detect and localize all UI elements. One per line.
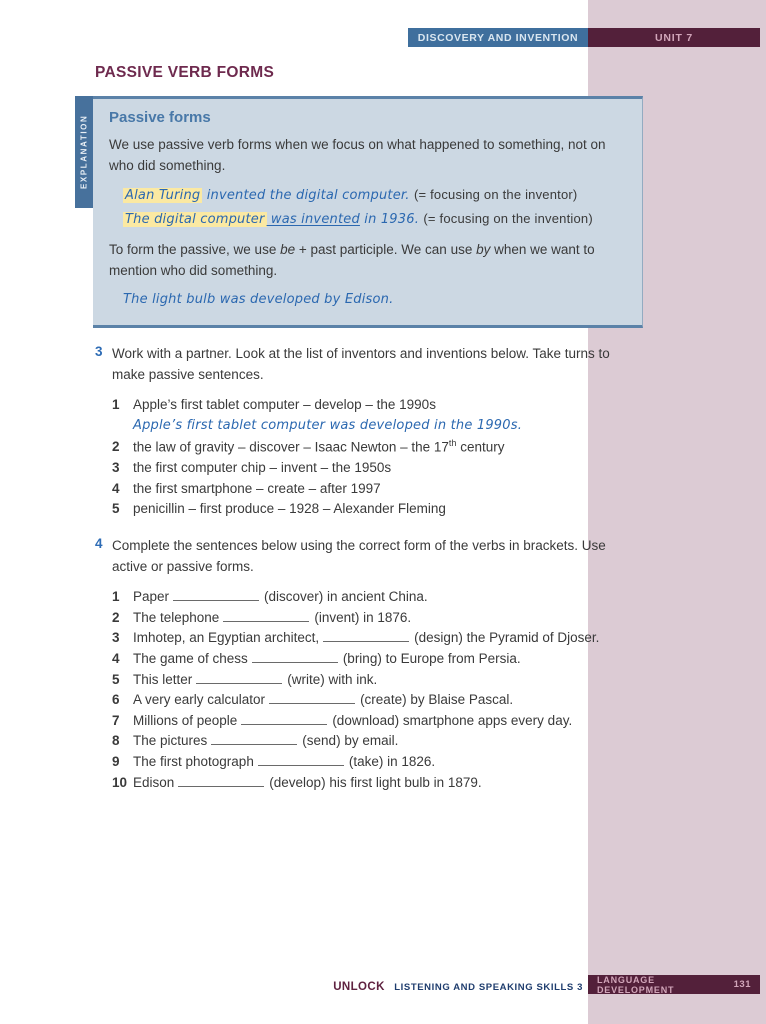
book-branding [333, 977, 583, 995]
example-sentence-2 [123, 209, 628, 231]
fill-in-item: 8 The pictures (send) by email. [112, 733, 399, 749]
fill-in-item: 6 A very early calculator (create) by Blaise Pascal. [112, 692, 514, 708]
explanation-paragraph-2: To form the passive, we use be + past participle. We can use by when we want to mention who did something. [109, 242, 595, 279]
list-item: 3 the first computer chip – invent – the 1950s [112, 460, 392, 476]
page-title: PASSIVE VERB FORMS [95, 64, 275, 81]
example-sentence-3: The light bulb was developed by Edison. [123, 292, 394, 308]
fill-in-item: 7 Millions of people (download) smartphone apps every day. [112, 712, 573, 728]
answer-blank[interactable] [178, 776, 264, 787]
fill-in-item: 1 Paper (discover) in ancient China. [112, 588, 428, 604]
answer-blank[interactable] [258, 755, 344, 766]
answer-blank[interactable] [323, 631, 409, 642]
list-item: 4 the first smartphone – create – after 1997 [112, 480, 381, 496]
section-footer-bar [588, 975, 760, 994]
answer-blank[interactable] [196, 673, 282, 684]
list-item: 1 Apple’s first tablet computer – develop – the 1990s [112, 396, 436, 412]
fill-in-item: 5 This letter (write) with ink. [112, 671, 378, 687]
highlighted-subject: The digital computer [125, 211, 265, 227]
answer-blank[interactable] [211, 734, 297, 745]
model-answer: Apple’s first tablet computer was developed in the 1990s. [133, 417, 523, 433]
answer-blank[interactable] [252, 652, 338, 663]
unlock-logo: UNLOCK [333, 981, 385, 993]
exercise-number: 3 [95, 344, 103, 360]
answer-blank[interactable] [241, 714, 327, 725]
ordinal-superscript: th [448, 438, 457, 449]
example-note: (= focusing on the inventor) [413, 186, 578, 202]
explanation-box [75, 96, 643, 328]
example-rest: invented the digital computer. [202, 187, 410, 203]
fill-in-item: 4 The game of chess (bring) to Europe from Persia. [112, 650, 521, 666]
explanation-heading: Passive forms [109, 109, 211, 126]
exercise-instructions: Work with a partner. Look at the list of inventors and inventions below. Take turns to make passive sentences. [112, 346, 610, 382]
highlighted-subject: Alan Turing [125, 187, 201, 203]
exercise-4 [95, 536, 655, 793]
example-note: (= focusing on the invention) [423, 210, 593, 226]
underlined-verb: was invented [266, 211, 360, 227]
emphasis-by: by [476, 242, 491, 258]
fill-in-item: 3 Imhotep, an Egyptian architect, (design) the Pyramid of Djoser. [112, 630, 600, 646]
unit-number-label: UNIT 7 [654, 31, 694, 44]
example-sentence-1 [123, 185, 628, 207]
page-number: 131 [733, 979, 751, 990]
exercise-instructions: Complete the sentences below using the correct form of the verbs in brackets. Use active or passive forms. [112, 538, 606, 575]
exercise-number: 4 [95, 536, 103, 552]
list-item: 5 penicillin – first produce – 1928 – Alexander Fleming [112, 501, 446, 517]
fill-in-item: 10 Edison (develop) his first light bulb in 1879. [112, 774, 482, 790]
answer-blank[interactable] [173, 590, 259, 601]
unit-topic-label: DISCOVERY AND INVENTION [417, 31, 579, 44]
fill-in-item: 2 The telephone (invent) in 1876. [112, 609, 412, 625]
answer-blank[interactable] [269, 693, 355, 704]
series-title: LISTENING AND SPEAKING SKILLS 3 [394, 982, 583, 993]
explanation-paragraph-1: We use passive verb forms when we focus on what happened to something, not on who did something. [109, 137, 606, 173]
emphasis-be: be [280, 242, 296, 258]
explanation-box-body [93, 96, 643, 328]
section-label: LANGUAGE DEVELOPMENT [597, 974, 675, 995]
exercise-3 [95, 344, 655, 520]
answer-blank[interactable] [223, 611, 309, 622]
explanation-tab: EXPLANATION [75, 96, 93, 208]
example-rest: in 1936. [359, 211, 420, 227]
fill-in-item: 9 The first photograph (take) in 1826. [112, 754, 436, 770]
list-item: 2 the law of gravity – discover – Isaac Newton – the 17th century [112, 438, 505, 455]
